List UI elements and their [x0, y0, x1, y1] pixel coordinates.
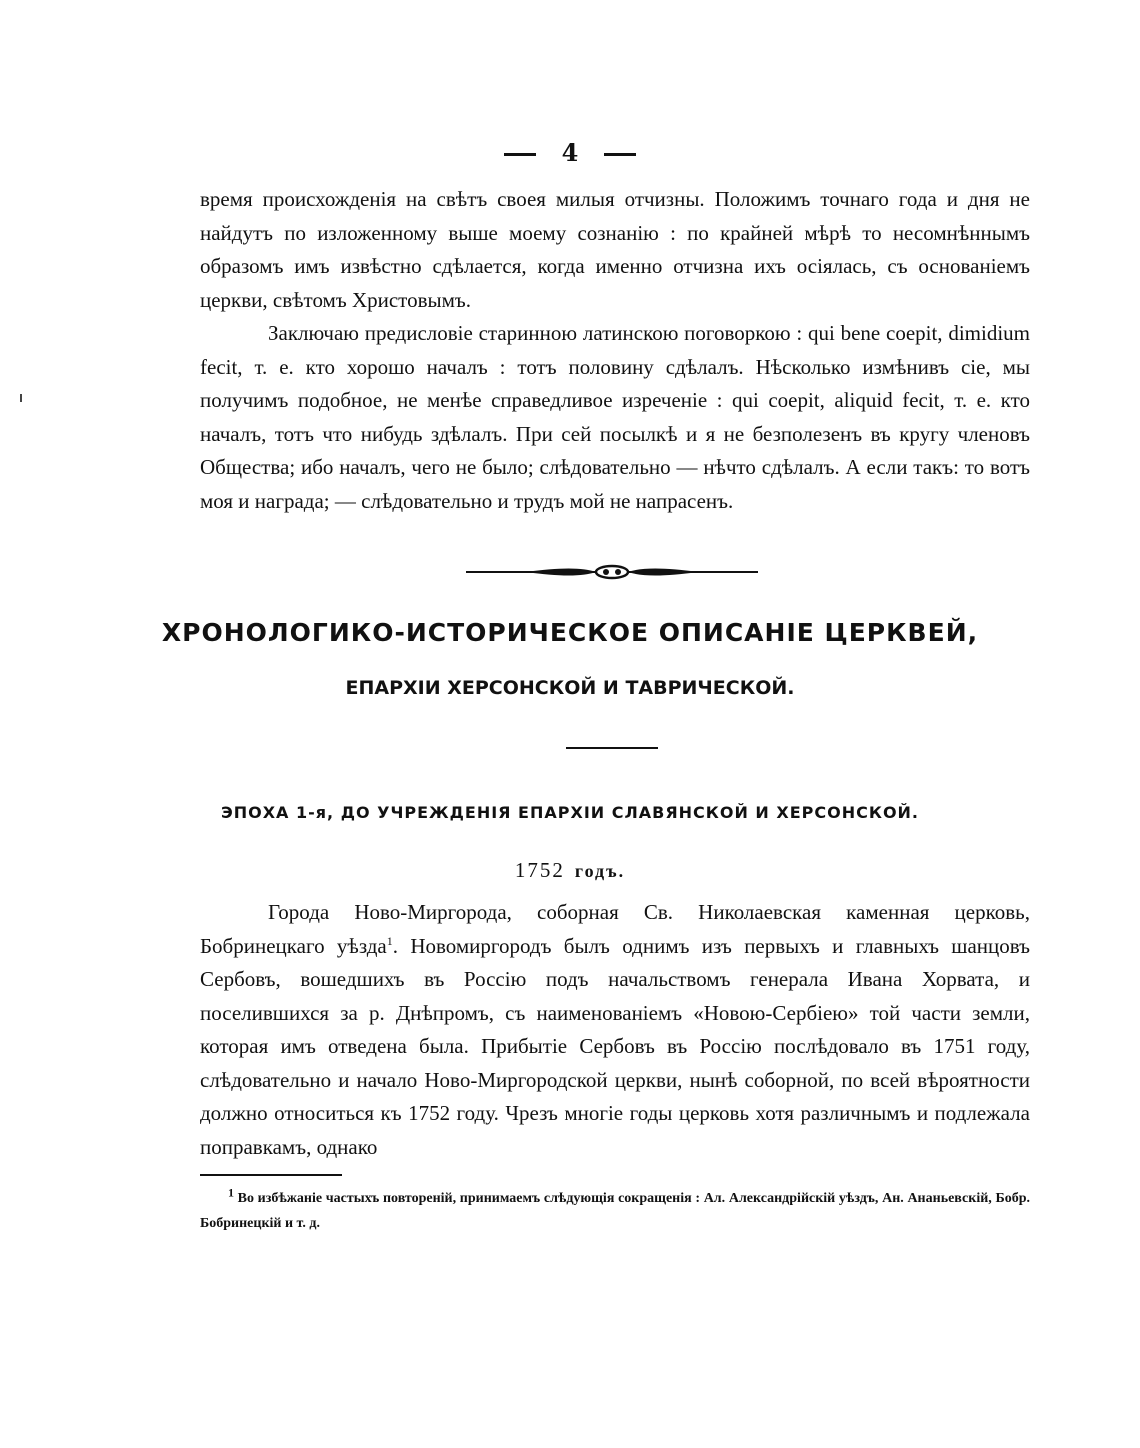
footnote [200, 1186, 1030, 1236]
page-number: 4 [561, 138, 579, 167]
title-rule [566, 747, 658, 749]
scan-mark [20, 394, 22, 402]
main-section [200, 896, 1030, 1164]
main-paragraph [200, 896, 1030, 1164]
epoch-heading: ЭПОХА 1-я, ДО УЧРЕЖДЕНІЯ ЕПАРХІИ СЛАВЯНСКОЙ И ХЕРСОНСКОЙ. [220, 803, 920, 822]
main-text-rest: . Новомиргородъ былъ однимъ изъ первыхъ и главныхъ шанцовъ Сербовъ, вошедшихъ въ Россію подъ начальствомъ генерала Ивана Хорвата, и поселившихся за р. Днѣпромъ, съ наименованіемъ «Новою-Сербіею» той части земли, которая имъ отведена была. Прибытіе Сербовъ въ Россію послѣдовало въ 1751 году, слѣдовательно и начало Ново-Миргородской церкви, нынѣ соборной, по всей вѣроятности должно относиться къ 1752 году. Чрезъ многіе годы церковь хотя различнымъ и подлежала поправкамъ, однако [200, 933, 1030, 1159]
footnote-text: Во избѣжаніе частыхъ повтореній, принимаемъ слѣдующія сокращенія : Ал. Александрійскій уѣздъ, Ан. Ананьевскій, Бобр. Бобринецкій и т. д. [200, 1191, 1030, 1231]
year-heading [0, 858, 1140, 883]
main-text-start: Города Ново-Миргорода, соборная Св. Николаевская каменная церковь, Бобринецкаго уѣзда [200, 900, 1030, 958]
year-unit: годъ. [574, 861, 626, 881]
intro-paragraph-2: Заключаю предисловіе старинною латинскою поговоркою : qui bene coepit, dimidium fecit, т. е. кто хорошо началъ : тотъ половину сдѣлалъ. Нѣсколько измѣнивъ сіе, мы получимъ подобное, не менѣе справедливое изреченіе : qui coepit, aliquid fecit, т. е. кто началъ, тотъ что нибудь здѣлалъ. При сей посылкѣ и я не безполезенъ въ кругу членовъ Общества; ибо началъ, чего не было; слѣдовательно — нѣчто сдѣлалъ. А если такъ: то вотъ моя и награда; — слѣдовательно и трудъ мой не напрасенъ. [200, 321, 1030, 513]
footnote-reference[interactable]: 1 [386, 933, 393, 948]
ornament-divider [466, 560, 758, 584]
chronicle-subtitle: ЕПАРХІИ ХЕРСОНСКОЙ И ТАВРИЧЕСКОЙ. [345, 677, 795, 699]
footnote-text-line [200, 1186, 1030, 1236]
header-dash-left [504, 153, 536, 156]
intro-section [200, 183, 1030, 518]
footnote-rule [200, 1174, 342, 1176]
chronicle-title: ХРОНОЛОГИКО-ИСТОРИЧЕСКОЕ ОПИСАНІЕ ЦЕРКВЕЙ, [161, 618, 979, 647]
page-header [0, 138, 1140, 167]
year-number: 1752 [514, 858, 565, 882]
intro-paragraph-1: время происхожденія на свѣтъ своея милыя отчизны. Положимъ точнаго года и дня не найдутъ по изложенному выше моему сознанію : по крайней мѣрѣ то несомнѣннымъ образомъ имъ извѣстно сдѣлается, когда именно отчизна ихъ осіялась, съ основаніемъ церкви, свѣтомъ Христовымъ. [200, 187, 1030, 312]
footnote-mark: 1 [228, 1185, 234, 1200]
header-dash-right [604, 153, 636, 156]
